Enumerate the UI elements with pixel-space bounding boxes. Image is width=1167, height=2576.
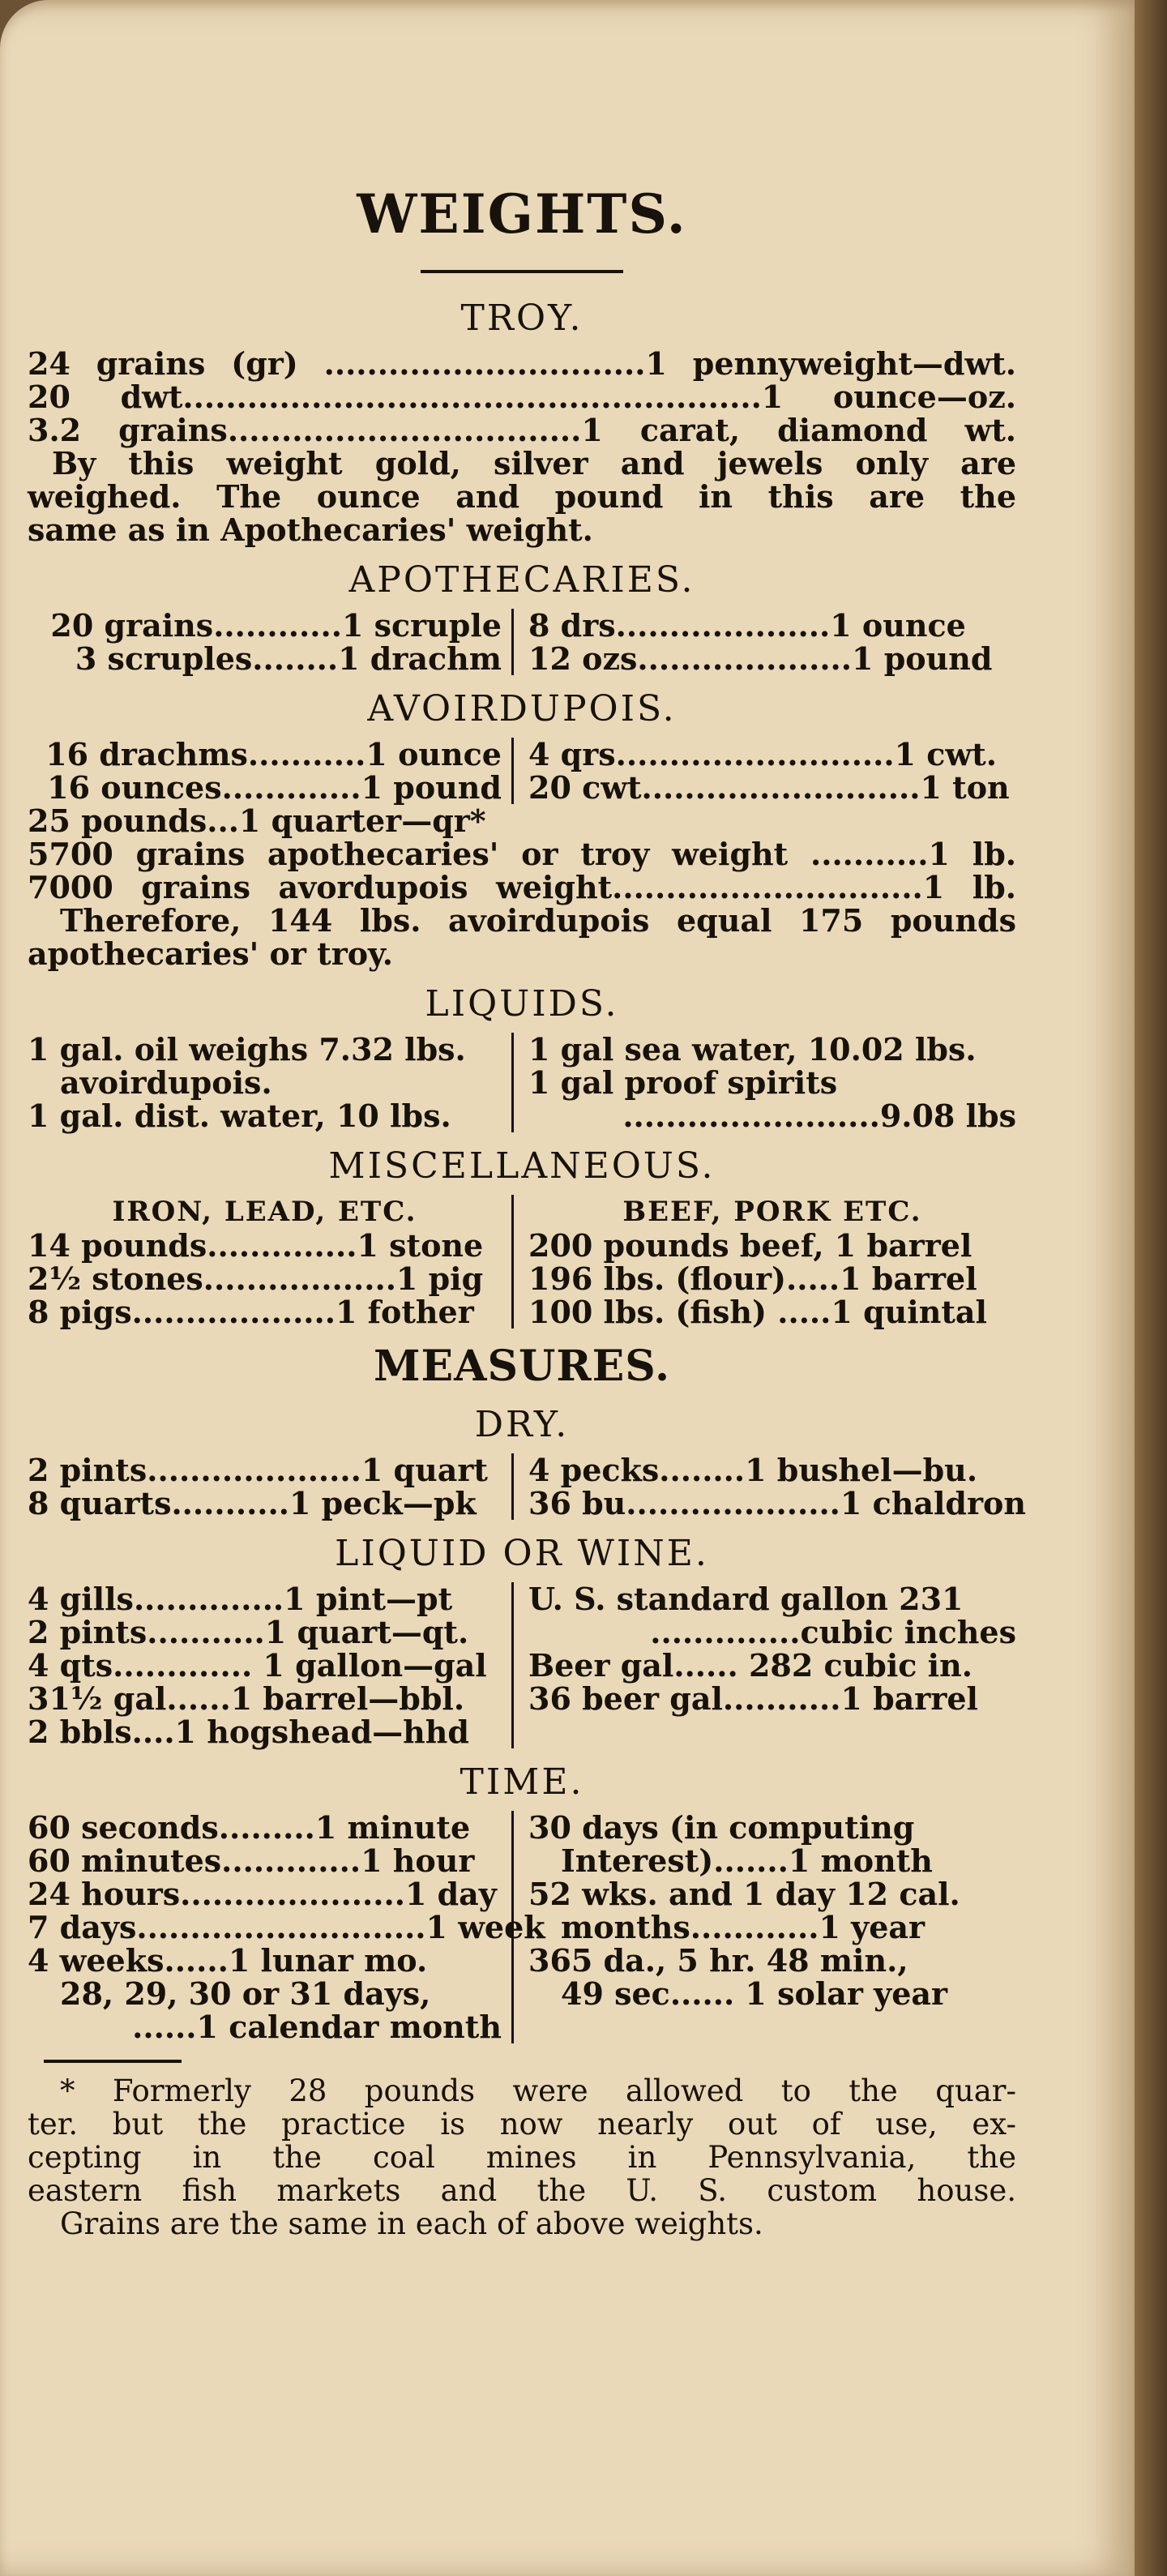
- list-item: 36 beer gal...........1 barrel: [528, 1680, 978, 1717]
- avoirdupois-section: [28, 688, 1016, 970]
- list-item: U. S. standard gallon 231: [528, 1581, 964, 1617]
- list-item: 25 pounds...1 quarter—qr*: [28, 802, 486, 839]
- list-item: 100 lbs. (fish) .....1 quintal: [528, 1294, 987, 1330]
- footnote-line: Grains are the same in each of above weights.: [60, 2206, 763, 2241]
- troy-section: [28, 297, 1016, 546]
- list-item: 20 grains............1 scruple: [50, 607, 502, 644]
- title-rule: [421, 270, 623, 273]
- list-item: 196 lbs. (flour).....1 barrel: [528, 1260, 977, 1297]
- footnote: [28, 2074, 1016, 2240]
- list-item: 1 gal sea water, 10.02 lbs.: [528, 1031, 977, 1068]
- section-heading-apothecaries: APOTHECARIES.: [348, 559, 695, 601]
- list-item: 4 pecks........1 bushel—bu.: [528, 1452, 978, 1488]
- list-item: 16 ounces.............1 pound: [47, 769, 502, 806]
- apothecaries-section: [28, 559, 1016, 675]
- footnote-line: cepting in the coal mines in Pennsylvania, the: [28, 2140, 1016, 2175]
- list-item: 1 gal. dist. water, 10 lbs.: [28, 1098, 451, 1134]
- section-heading-liquid-wine: LIQUID OR WINE.: [335, 1533, 709, 1574]
- list-item: Interest).......1 month: [561, 1842, 933, 1879]
- list-item: avoirdupois.: [60, 1064, 272, 1101]
- list-item: 3 scruples........1 drachm: [75, 640, 502, 677]
- list-item: 2 bbls....1 hogshead—hhd: [28, 1714, 469, 1750]
- list-item: 60 minutes.............1 hour: [28, 1842, 475, 1879]
- list-item: 2 pints....................1 quart: [28, 1452, 488, 1488]
- avoirdupois-note-line: Therefore, 144 lbs. avoirdupois equal 175 pounds: [60, 902, 1016, 939]
- section-heading-dry: DRY.: [474, 1404, 570, 1445]
- list-item: 60 seconds.........1 minute: [28, 1809, 471, 1846]
- footnote-rule: [44, 2060, 182, 2063]
- miscellaneous-section: [28, 1145, 1016, 1329]
- list-item: 1 gal proof spirits: [528, 1064, 838, 1101]
- list-item: ..............cubic inches: [650, 1614, 1016, 1650]
- list-item: 12 ozs....................1 pound: [528, 640, 993, 677]
- list-item: months............1 year: [561, 1909, 925, 1945]
- list-item: 14 pounds..............1 stone: [28, 1227, 484, 1264]
- footnote-line: * Formerly 28 pounds were allowed to the quar-: [60, 2073, 1016, 2108]
- list-item: 20 dwt......................................................1 ounce—oz.: [28, 379, 1016, 415]
- list-item: 1 gal. oil weighs 7.32 lbs.: [28, 1031, 466, 1068]
- liquids-section: [28, 983, 1016, 1132]
- list-item: 4 qrs..........................1 cwt.: [528, 736, 997, 772]
- list-item: 2 pints...........1 quart—qt.: [28, 1614, 469, 1650]
- list-item: 7 days...........................1 week: [28, 1909, 545, 1945]
- list-item: 8 pigs...................1 fother: [28, 1294, 474, 1330]
- list-item: 16 drachms...........1 ounce: [45, 736, 502, 772]
- list-item: 365 da., 5 hr. 48 min.,: [528, 1942, 908, 1979]
- section-heading-liquids: LIQUIDS.: [425, 983, 619, 1025]
- section-heading-troy: TROY.: [460, 297, 584, 339]
- list-item: Beer gal...... 282 cubic in.: [528, 1647, 972, 1684]
- list-item: 4 weeks......1 lunar mo.: [28, 1942, 428, 1979]
- list-item: 3.2 grains.................................1 carat, diamond wt.: [28, 412, 1016, 448]
- list-item: 30 days (in computing: [528, 1809, 915, 1846]
- list-item: 24 grains (gr) ..............................1 pennyweight—dwt.: [28, 345, 1016, 382]
- book-spine: [1135, 0, 1167, 2576]
- section-heading-miscellaneous: MISCELLANEOUS.: [328, 1145, 716, 1187]
- section-heading-avoirdupois: AVOIRDUPOIS.: [367, 688, 677, 730]
- list-item: 7000 grains avordupois weight.............................1 lb.: [28, 869, 1016, 905]
- avoirdupois-note-line: apothecaries' or troy.: [28, 935, 394, 972]
- list-item: 200 pounds beef, 1 barrel: [528, 1227, 972, 1264]
- footnote-line: eastern fish markets and the U. S. custom house.: [28, 2173, 1016, 2208]
- list-item: 8 drs....................1 ounce: [528, 607, 966, 644]
- list-item: 2½ stones..................1 pig: [28, 1260, 484, 1297]
- list-item: 20 cwt..........................1 ton: [528, 769, 1010, 806]
- list-item: 28, 29, 30 or 31 days,: [60, 1975, 431, 2012]
- subheading-iron-lead: IRON, LEAD, ETC.: [112, 1196, 417, 1228]
- section-heading-time: TIME.: [460, 1761, 584, 1803]
- list-item: 24 hours.....................1 day: [28, 1876, 497, 1912]
- list-item: ......1 calendar month: [132, 2009, 502, 2045]
- footnote-line: ter. but the practice is now nearly out of use, ex-: [28, 2107, 1016, 2142]
- troy-note-line: weighed. The ounce and pound in this are the: [28, 478, 1016, 515]
- page-content: [28, 182, 1026, 2241]
- list-item: 4 qts............. 1 gallon—gal: [28, 1647, 487, 1684]
- page-title: WEIGHTS.: [357, 182, 687, 246]
- section-heading-measures: MEASURES.: [373, 1341, 671, 1391]
- list-item: 49 sec...... 1 solar year: [561, 1975, 948, 2012]
- list-item: 31½ gal......1 barrel—bbl.: [28, 1680, 465, 1717]
- list-item: 52 wks. and 1 day 12 cal.: [528, 1876, 960, 1912]
- list-item: 36 bu....................1 chaldron: [528, 1485, 1026, 1521]
- list-item: ........................9.08 lbs: [622, 1098, 1016, 1134]
- subheading-beef-pork: BEEF, PORK ETC.: [622, 1196, 922, 1228]
- troy-note-line: By this weight gold, silver and jewels only are: [52, 445, 1016, 481]
- measures-section: [28, 1341, 1026, 2045]
- troy-note-line: same as in Apothecaries' weight.: [28, 511, 593, 548]
- list-item: 5700 grains apothecaries' or troy weight ...........1 lb.: [28, 836, 1016, 872]
- list-item: 4 gills..............1 pint—pt: [28, 1581, 453, 1617]
- list-item: 8 quarts...........1 peck—pk: [28, 1485, 477, 1521]
